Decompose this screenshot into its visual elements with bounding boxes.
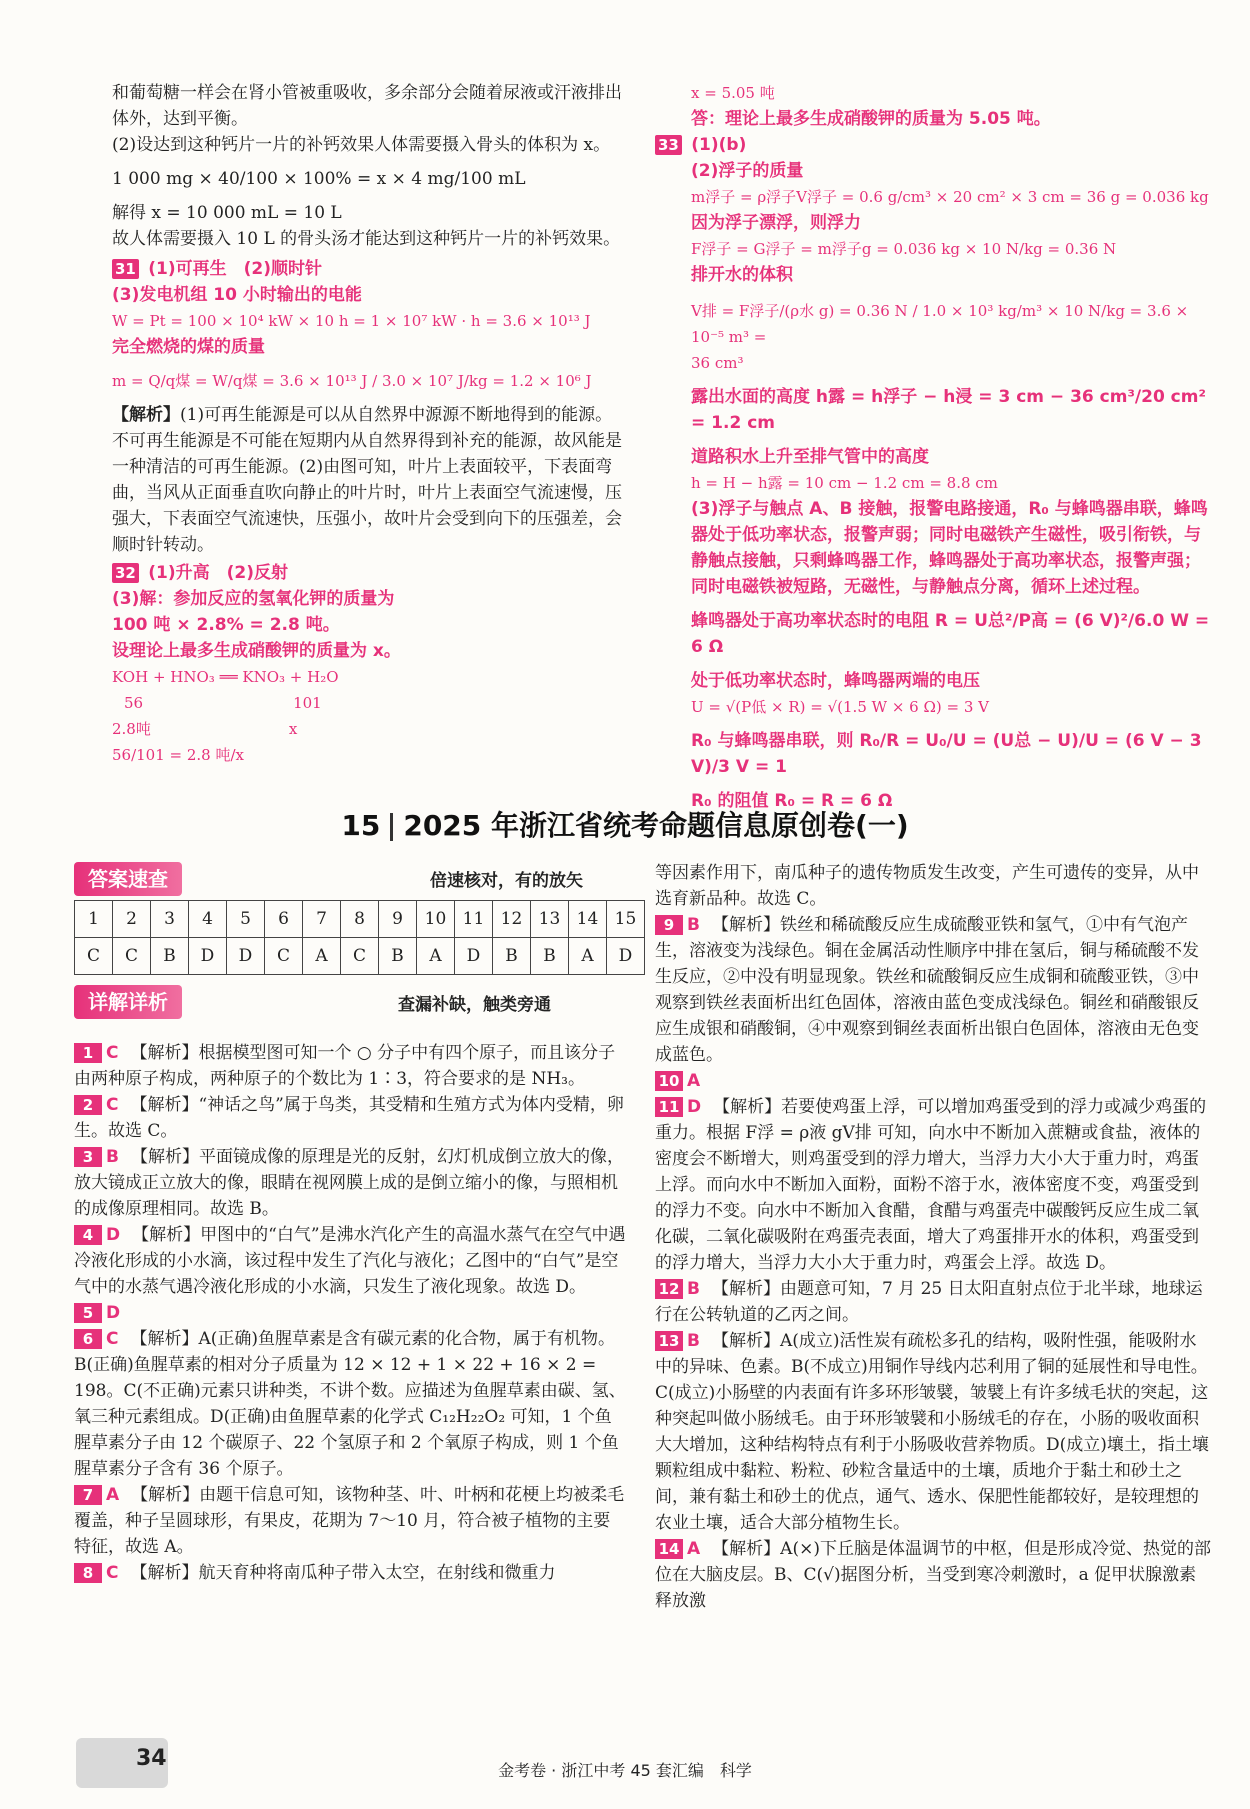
question-item — [74, 1326, 626, 1482]
answer-table-answer: C — [341, 938, 379, 975]
answer-quick-slogan: 倍速核对，有的放矢 — [430, 871, 583, 891]
formula: 36 cm³ — [691, 354, 744, 372]
question-answer: C — [106, 1043, 119, 1063]
answer: (1)可再生 (2)顺时针 — [148, 259, 323, 279]
question-answer: C — [106, 1563, 119, 1583]
answer-table — [74, 900, 645, 975]
answer-table-number: 7 — [303, 901, 341, 938]
paragraph: 故人体需要摄入 10 L 的骨头汤才能达到这种钙片一片的补钙效果。 — [112, 229, 621, 249]
answer-table-number: 10 — [417, 901, 455, 938]
question-item — [655, 860, 1211, 912]
section-title-text: 2025 年浙江省统考命题信息原创卷(一) — [403, 809, 909, 842]
question-explanation: 【解析】根据模型图可知一个 ○ 分子中有四个原子，而且该分子由两种原子构成，两种原子的个数比为 1∶3，符合要求的是 NH₃。 — [74, 1043, 616, 1089]
question-item — [655, 1094, 1211, 1276]
question-number: 1 — [74, 1043, 102, 1063]
question-number: 4 — [74, 1225, 102, 1245]
section-number: 15 — [341, 809, 381, 842]
answer-table-number: 13 — [531, 901, 569, 938]
left-top-column — [112, 80, 626, 768]
footer — [0, 1758, 1250, 1784]
question-number: 33 — [655, 135, 682, 155]
formula: m = Q/q煤 = W/q煤 = 3.6 × 10¹³ J / 3.0 × 10⁷ J/kg = 1.2 × 10⁶ J — [112, 372, 592, 390]
answer: (1)升高 (2)反射 — [148, 563, 289, 583]
answer-table-answer: C — [75, 938, 113, 975]
question-number: 31 — [112, 259, 139, 279]
formula: U = √(P低 × R) = √(1.5 W × 6 Ω) = 3 V — [691, 698, 990, 716]
answer-table-number: 14 — [569, 901, 607, 938]
question-explanation: 【解析】由题干信息可知，该物种茎、叶、叶柄和花梗上均被柔毛覆盖，种子呈圆球形，有果皮，花期为 7～10 月，符合被子植物的主要特征，故选 A。 — [74, 1485, 625, 1557]
formula: V排 = F浮子/(ρ水 g) = 0.36 N / 1.0 × 10³ kg/m³ × 10 N/kg = 3.6 × 10⁻⁵ m³ = — [691, 302, 1189, 346]
question-explanation: 【解析】“神话之鸟”属于鸟类，其受精和生殖方式为体内受精，卵生。故选 C。 — [74, 1095, 624, 1141]
answer: 排开水的体积 — [691, 265, 793, 285]
answer-table-answer: C — [113, 938, 151, 975]
paragraph: 和葡萄糖一样会在肾小管被重吸收，多余部分会随着尿液或汗液排出体外，达到平衡。 — [112, 83, 622, 129]
footer-text: 金考卷 · 浙江中考 45 套汇编 科学 — [498, 1761, 752, 1780]
answer: (3)发电机组 10 小时输出的电能 — [112, 285, 362, 305]
question-answer: B — [687, 1279, 700, 1299]
formula: F浮子 = G浮子 = m浮子g = 0.036 kg × 10 N/kg = 0.36 N — [691, 240, 1117, 258]
answer: 完全燃烧的煤的质量 — [112, 337, 265, 357]
answer-table-number: 8 — [341, 901, 379, 938]
question-32 — [112, 560, 626, 586]
question-answer: D — [106, 1225, 121, 1245]
answer: R₀ 的阻值 R₀ = R = 6 Ω — [691, 791, 893, 811]
formula: 56/101 = 2.8 吨/x — [112, 746, 245, 764]
answer-table-answer: B — [493, 938, 531, 975]
left-bottom-column — [74, 1040, 626, 1586]
answer-table-answer: C — [265, 938, 303, 975]
question-item — [74, 1482, 626, 1560]
question-answer: B — [106, 1147, 119, 1167]
answer-table-answer: A — [569, 938, 607, 975]
explanation — [112, 402, 626, 558]
answer-table-number: 15 — [607, 901, 645, 938]
answer-table-numbers — [75, 901, 645, 938]
question-item — [655, 1328, 1211, 1536]
answer-table-answers — [75, 938, 645, 975]
answer-table-number: 9 — [379, 901, 417, 938]
question-number: 14 — [655, 1539, 683, 1559]
question-explanation: 【解析】由题意可知，7 月 25 日太阳直射点位于北半球，地球运行在公转轨道的乙丙之间。 — [655, 1279, 1203, 1325]
question-explanation: 【解析】航天育种将南瓜种子带入太空，在射线和微重力 — [130, 1563, 556, 1583]
question-number: 5 — [74, 1303, 102, 1323]
paragraph: 解得 x = 10 000 mL = 10 L — [112, 203, 342, 223]
answer-table-answer: A — [417, 938, 455, 975]
value: 2.8吨 — [112, 720, 151, 738]
question-number: 13 — [655, 1331, 683, 1351]
question-number: 12 — [655, 1279, 683, 1299]
question-number: 3 — [74, 1147, 102, 1167]
answer: 露出水面的高度 h露 = h浮子 − h浸 = 3 cm − 36 cm³/20 cm² = 1.2 cm — [691, 387, 1206, 433]
answer-table-answer: A — [303, 938, 341, 975]
formula: KOH + HNO₃ ══ KNO₃ + H₂O — [112, 668, 339, 686]
answer: (2)浮子的质量 — [691, 161, 804, 181]
right-top-column — [655, 80, 1211, 814]
paragraph: (2)设达到这种钙片一片的补钙效果人体需要摄入骨头的体积为 x。 — [112, 135, 611, 155]
question-explanation: 【解析】A(正确)鱼腥草素是含有碳元素的化合物，属于有机物。B(正确)鱼腥草素的相对分子质量为 12 × 12 + 1 × 22 + 16 × 2 = 198。C(不正确)元素只讲种类，不讲个数。应描述为鱼腥草素由碳、氢、氧三种元素组成。D(正确)由鱼腥草素的化学式 C₁₂H₂₂O₂ 可知，1 个鱼腥草素分子由 12 个碳原子、22 个氢原子和 2 个氧原子构成，则 1 个鱼腥草素分子含有 36 个原子。 — [74, 1329, 626, 1479]
explanation-tag: 【解析】 — [112, 405, 180, 425]
question-explanation: 等因素作用下，南瓜种子的遗传物质发生改变，产生可遗传的变异，从中选育新品种。故选 C。 — [655, 863, 1199, 909]
question-number: 2 — [74, 1095, 102, 1115]
formula — [112, 690, 626, 716]
question-answer: A — [106, 1485, 120, 1505]
answer-table-answer: B — [531, 938, 569, 975]
answer: 道路积水上升至排气管中的高度 — [691, 447, 929, 467]
question-number: 9 — [655, 915, 683, 935]
answer: (3)解：参加反应的氢氧化钾的质量为 — [112, 589, 395, 609]
question-explanation: 【解析】平面镜成像的原理是光的反射，幻灯机成倒立放大的像，放大镜成正立放大的像，眼睛在视网膜上成的是倒立缩小的像，与照相机的成像原理相同。故选 B。 — [74, 1147, 624, 1219]
answer: 蜂鸣器处于高功率状态时的电阻 R = U总²/P高 = (6 V)²/6.0 W = 6 Ω — [691, 611, 1210, 657]
answer: 答：理论上最多生成硝酸钾的质量为 5.05 吨。 — [691, 109, 1051, 129]
formula: x = 5.05 吨 — [691, 84, 775, 102]
answer: (1)(b) — [691, 135, 747, 155]
question-answer: D — [106, 1303, 121, 1323]
question-item — [655, 1536, 1211, 1614]
question-item — [74, 1560, 626, 1586]
answer: 因为浮子漂浮，则浮力 — [691, 213, 861, 233]
formula: W = Pt = 100 × 10⁴ kW × 10 h = 1 × 10⁷ kW · h = 3.6 × 10¹³ J — [112, 312, 591, 330]
answer-table-number: 5 — [227, 901, 265, 938]
answer-table-answer: B — [379, 938, 417, 975]
page-number: 34 — [136, 1746, 167, 1771]
answer-table-answer: D — [189, 938, 227, 975]
question-number: 32 — [112, 563, 139, 583]
question-explanation: 【解析】若要使鸡蛋上浮，可以增加鸡蛋受到的浮力或减少鸡蛋的重力。根据 F浮 = ρ液 gV排 可知，向水中不断加入蔗糖或食盐，液体的密度会不断增大，则鸡蛋受到的浮力增大，当浮力大小大于重力时，鸡蛋上浮。而向水中不断加入面粉，面粉不溶于水，液体密度不变，鸡蛋受到的浮力不变。向水中不断加入食醋，食醋与鸡蛋壳中碳酸钙反应生成二氧化碳，二氧化碳吸附在鸡蛋壳表面，增大了鸡蛋排开水的体积，鸡蛋受到的浮力增大，当浮力大小大于重力时，鸡蛋会上浮。故选 D。 — [655, 1097, 1207, 1273]
question-answer: D — [687, 1097, 702, 1117]
question-31 — [112, 256, 626, 282]
question-number: 10 — [655, 1071, 683, 1091]
answer-table-answer: D — [607, 938, 645, 975]
question-item — [74, 1144, 626, 1222]
question-number: 7 — [74, 1485, 102, 1505]
detail-slogan: 查漏补缺，触类旁通 — [398, 995, 551, 1015]
answer: 处于低功率状态时，蜂鸣器两端的电压 — [691, 671, 980, 691]
answer-table-answer: D — [227, 938, 265, 975]
equation: 1 000 mg × 40/100 × 100% = x × 4 mg/100 mL — [112, 169, 526, 189]
q33-body — [691, 158, 1211, 814]
divider — [390, 813, 393, 841]
section-title — [0, 808, 1250, 844]
answer-table-answer: D — [455, 938, 493, 975]
answer: (3)浮子与触点 A、B 接触，报警电路接通，R₀ 与蜂鸣器串联，蜂鸣器处于低功率状态，报警声弱；同时电磁铁产生磁性，吸引衔铁，与静触点接触，只剩蜂鸣器工作，蜂鸣器处于高功率状态，报警声强；同时电磁铁被短路，无磁性，与静触点分离，循环上述过程。 — [691, 499, 1208, 597]
formula: h = H − h露 = 10 cm − 1.2 cm = 8.8 cm — [691, 474, 998, 492]
value: 56 — [124, 694, 144, 712]
question-number: 11 — [655, 1097, 683, 1117]
explanation-text: (1)可再生能源是可以从自然界中源源不断地得到的能源。不可再生能源是不可能在短期内从自然界得到补充的能源，故风能是一种清洁的可再生能源。(2)由图可知，叶片上表面较平，下表面弯曲，当风从正面垂直吹向静止的叶片时，叶片上表面空气流速慢，压强大，下表面空气流速快，压强小，故叶片会受到向下的压强差，会顺时针转动。 — [112, 405, 622, 555]
question-answer: B — [687, 1331, 700, 1351]
question-answer: C — [106, 1095, 119, 1115]
question-item — [74, 1092, 626, 1144]
answer: 100 吨 × 2.8% = 2.8 吨。 — [112, 615, 340, 635]
answer-table-number: 1 — [75, 901, 113, 938]
question-item — [655, 1276, 1211, 1328]
question-item — [74, 1300, 626, 1326]
question-item — [655, 912, 1211, 1068]
question-item — [74, 1040, 626, 1092]
answer: R₀ 与蜂鸣器串联，则 R₀/R = U₀/U = (U总 − U)/U = (6 V − 3 V)/3 V = 1 — [691, 731, 1202, 777]
answer-quick-badge: 答案速查 — [74, 862, 182, 896]
question-explanation: 【解析】A(×)下丘脑是体温调节的中枢，但是形成冷觉、热觉的部位在大脑皮层。B、C(√)据图分析，当受到寒冷刺激时，a 促甲状腺激素释放激 — [655, 1539, 1211, 1611]
answer-table-answer: B — [151, 938, 189, 975]
answer-table-number: 11 — [455, 901, 493, 938]
right-bottom-column — [655, 860, 1211, 1614]
question-answer: A — [687, 1071, 701, 1091]
formula — [112, 716, 626, 742]
question-answer: C — [106, 1329, 119, 1349]
answer-table-number: 3 — [151, 901, 189, 938]
value: 101 — [293, 694, 322, 712]
question-answer: B — [687, 915, 700, 935]
question-explanation: 【解析】甲图中的“白气”是沸水汽化产生的高温水蒸气在空气中遇冷液化形成的小水滴，该过程中发生了汽化与液化；乙图中的“白气”是空气中的水蒸气遇冷液化形成的小水滴，只发生了液化现象。故选 D。 — [74, 1225, 626, 1297]
detail-badge: 详解详析 — [74, 985, 182, 1019]
answer-table-number: 12 — [493, 901, 531, 938]
question-item — [74, 1222, 626, 1300]
question-number: 8 — [74, 1563, 102, 1583]
question-explanation: 【解析】A(成立)活性炭有疏松多孔的结构，吸附性强，能吸附水中的异味、色素。B(不成立)用铜作导线内芯利用了铜的延展性和导电性。C(成立)小肠壁的内表面有许多环形皱襞，皱襞上有许多绒毛状的突起，这种突起叫做小肠绒毛。由于环形皱襞和小肠绒毛的存在，小肠的吸收面积大大增加，这种结构特点有利于小肠吸收营养物质。D(成立)壤土，指土壤颗粒组成中黏粒、粉粒、砂粒含量适中的土壤，质地介于黏土和砂土之间，兼有黏土和砂土的优点，通气、透水、保肥性能都较好，是较理想的农业土壤，适合大部分植物生长。 — [655, 1331, 1209, 1533]
formula: m浮子 = ρ浮子V浮子 = 0.6 g/cm³ × 20 cm² × 3 cm = 36 g = 0.036 kg — [691, 188, 1209, 206]
question-item — [655, 1068, 1211, 1094]
question-number: 6 — [74, 1329, 102, 1349]
answer-table-number: 4 — [189, 901, 227, 938]
answer-table-number: 6 — [265, 901, 303, 938]
answer-table-number: 2 — [113, 901, 151, 938]
value: x — [288, 720, 298, 738]
question-answer: A — [687, 1539, 701, 1559]
answer: 设理论上最多生成硝酸钾的质量为 x。 — [112, 641, 401, 661]
question-explanation: 【解析】铁丝和稀硫酸反应生成硫酸亚铁和氢气，①中有气泡产生，溶液变为浅绿色。铜在金属活动性顺序中排在氢后，铜与稀硫酸不发生反应，②中没有明显现象。铁丝和硫酸铜反应生成铜和硫酸亚铁，③中观察到铁丝表面析出红色固体，溶液由蓝色变成浅绿色。铜丝和硝酸银反应生成银和硝酸铜，④中观察到铜丝表面析出银白色固体，溶液由无色变成蓝色。 — [655, 915, 1199, 1065]
question-33 — [655, 132, 1211, 158]
